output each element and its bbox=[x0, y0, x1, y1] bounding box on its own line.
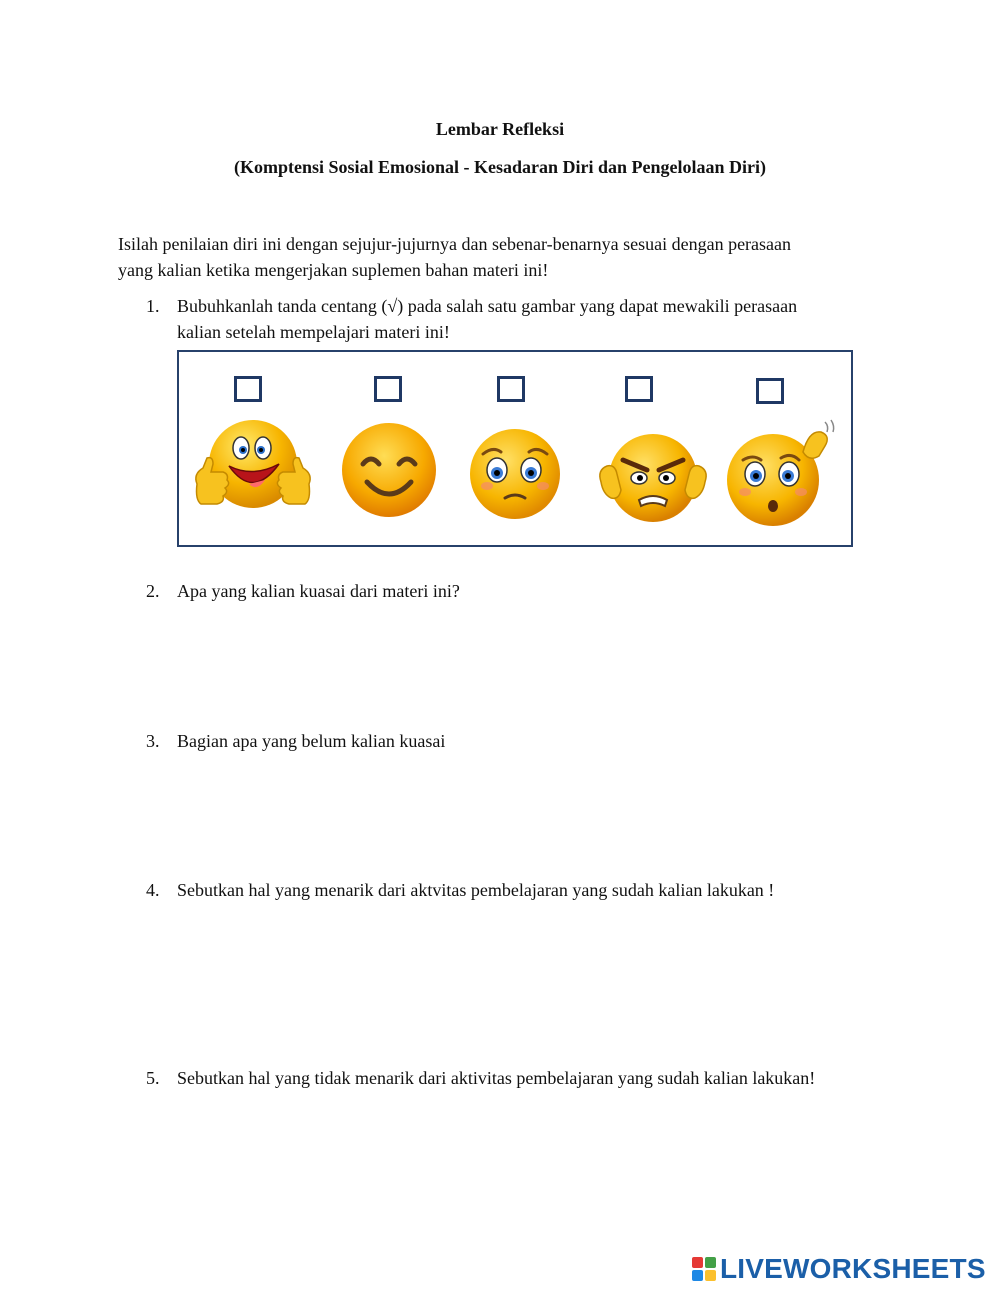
question-number: 3. bbox=[146, 731, 160, 751]
thumbs-up-laughing-emoji-icon bbox=[189, 418, 317, 520]
question-text: Sebutkan hal yang menarik dari aktvitas pembelajaran yang sudah kalian lakukan ! bbox=[177, 880, 775, 900]
liveworksheets-logo bbox=[692, 1252, 986, 1286]
intro-line-2: yang kalian ketika mengerjakan suplemen bahan materi ini! bbox=[118, 260, 549, 280]
angry-emoji-icon bbox=[595, 430, 711, 526]
smiling-emoji-icon bbox=[339, 420, 439, 520]
checkbox-worried[interactable] bbox=[497, 376, 525, 402]
question-number: 5. bbox=[146, 1068, 160, 1088]
worried-teary-emoji-icon bbox=[467, 426, 563, 522]
question-number: 1. bbox=[146, 296, 160, 316]
emoji-selection-box bbox=[177, 350, 853, 547]
question-3 bbox=[146, 728, 906, 754]
question-text: Apa yang kalian kuasai dari materi ini? bbox=[177, 581, 460, 601]
checkbox-confused[interactable] bbox=[756, 378, 784, 404]
question-number: 4. bbox=[146, 880, 160, 900]
question-number: 2. bbox=[146, 581, 160, 601]
question-text: Bagian apa yang belum kalian kuasai bbox=[177, 731, 446, 751]
question-text-line-1: Bubuhkanlah tanda centang (√) pada salah satu gambar yang dapat mewakili perasaan bbox=[177, 296, 798, 316]
page-title: Lembar Refleksi bbox=[435, 119, 565, 139]
checkbox-angry[interactable] bbox=[625, 376, 653, 402]
question-5 bbox=[146, 1065, 906, 1091]
checkbox-very-happy[interactable] bbox=[234, 376, 262, 402]
brand-name: LIVEWORKSHEETS bbox=[720, 1253, 986, 1284]
question-text-line-2: kalian setelah mempelajari materi ini! bbox=[177, 322, 450, 342]
question-text: Sebutkan hal yang tidak menarik dari aktivitas pembelajaran yang sudah kalian lakukan! bbox=[177, 1068, 816, 1088]
intro-line-1: Isilah penilaian diri ini dengan sejujur-jujurnya dan sebenar-benarnya sesuai dengan perasaan bbox=[118, 234, 792, 254]
logo-blocks-icon bbox=[692, 1257, 716, 1281]
checkbox-happy[interactable] bbox=[374, 376, 402, 402]
question-1 bbox=[146, 293, 906, 345]
question-2 bbox=[146, 578, 906, 604]
confused-emoji-icon bbox=[719, 414, 839, 528]
page-subtitle: (Komptensi Sosial Emosional - Kesadaran Diri dan Pengelolaan Diri) bbox=[233, 157, 767, 177]
question-4 bbox=[146, 877, 906, 903]
